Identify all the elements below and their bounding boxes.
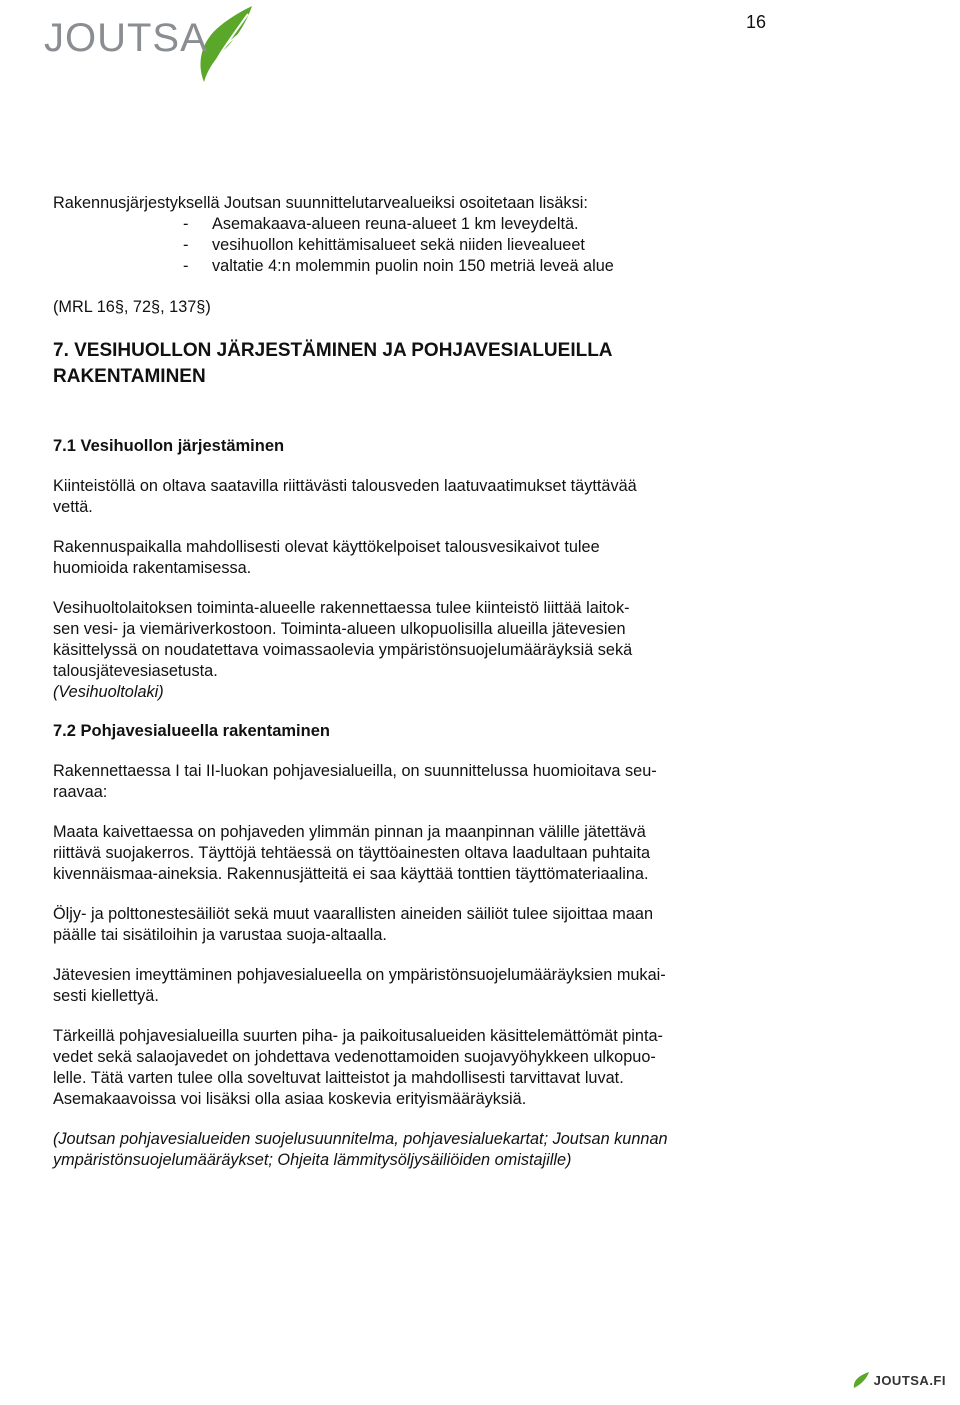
section-7-1-heading: 7.1 Vesihuollon järjestäminen <box>53 437 285 455</box>
paragraph: Tärkeillä pohjavesialueilla suurten piha- ja paikoitusalueiden käsittelemättömät pinta- vedet sekä salaojavedet on johdettava vedenottamoiden suojavyöhykkeen ulkopuo- lelle. Tätä varten tulee olla soveltuvat laitteistot ja mahdollisesti tarvittavat luvat. Asemakaavoissa voi lisäksi olla asiaa koskevia erityismääräyksiä. <box>53 1027 663 1108</box>
list-dash: - <box>183 236 189 254</box>
document-body <box>53 193 733 1171</box>
footer-logo <box>850 1371 946 1389</box>
sources-note: (Joutsan pohjavesialueiden suojelusuunnitelma, pohjavesialuekartat; Joutsan kunnan ympäristönsuojelumääräykset; Ohjeita lämmitysöljysäiliöiden omistajille) <box>53 1130 668 1169</box>
paragraph: Rakennettaessa I tai II-luokan pohjavesialueilla, on suunnittelussa huomioitava seu- raavaa: <box>53 762 657 801</box>
list-item: - Asemakaava-alueen reuna-alueet 1 km leveydeltä. <box>183 215 579 233</box>
list-item: - valtatie 4:n molemmin puolin noin 150 metriä leveä alue <box>183 257 614 275</box>
intro-lead: Rakennusjärjestyksellä Joutsan suunnittelutarvealueiksi osoitetaan lisäksi: <box>53 194 588 212</box>
intro-list <box>53 214 733 277</box>
source-reference: (Vesihuoltolaki) <box>53 683 164 701</box>
page-number: 16 <box>745 12 766 32</box>
list-item: - vesihuollon kehittämisalueet sekä niiden lievealueet <box>183 236 585 254</box>
law-reference: (MRL 16§, 72§, 137§) <box>53 298 211 316</box>
paragraph: Kiinteistöllä on oltava saatavilla riittävästi talousveden laatuvaatimukset täyttävää vettä. <box>53 477 637 516</box>
paragraph: Rakennuspaikalla mahdollisesti olevat käyttökelpoiset talousvesikaivot tulee huomioida rakentamisessa. <box>53 538 600 577</box>
leaf-icon <box>850 1371 870 1389</box>
paragraph: Vesihuoltolaitoksen toiminta-alueelle rakennettaessa tulee kiinteistö liittää laitok- sen vesi- ja viemäriverkostoon. Toiminta-alueen ulkopuolisilla alueilla jätevesien käsittelyssä on noudatettava voimassaolevia ympäristönsuojelumääräyksiä sekä talousjätevesiasetusta. (Vesihuoltolaki) <box>53 599 633 701</box>
logo-text: JOUTSA <box>44 16 208 60</box>
list-dash: - <box>183 215 189 233</box>
paragraph: Öljy- ja polttonestesäiliöt sekä muut vaarallisten aineiden säiliöt tulee sijoittaa maan päälle tai sisätiloihin ja varustaa suoja-altaalla. <box>53 905 654 944</box>
paragraph: Jätevesien imeyttäminen pohjavesialueella on ympäristönsuojelumääräyksien mukai- sesti kiellettyä. <box>53 966 666 1005</box>
footer-logo-text: JOUTSA.FI <box>873 1372 946 1388</box>
paragraph: Maata kaivettaessa on pohjaveden ylimmän pinnan ja maanpinnan välille jätettävä riittävä suojakerros. Täyttöjä tehtäessä on täyttöainesten oltava laadultaan puhtaita kivennäismaa-aineksia. Rakennusjätteitä ei saa käyttää tonttien täyttömateriaalina. <box>53 823 651 883</box>
joutsa-logo <box>44 4 234 82</box>
list-dash: - <box>183 257 189 275</box>
section-7-2-heading: 7.2 Pohjavesialueella rakentaminen <box>53 722 330 740</box>
section-7-heading: 7. VESIHUOLLON JÄRJESTÄMINEN JA POHJAVESIALUEILLA RAKENTAMINEN <box>53 340 613 387</box>
